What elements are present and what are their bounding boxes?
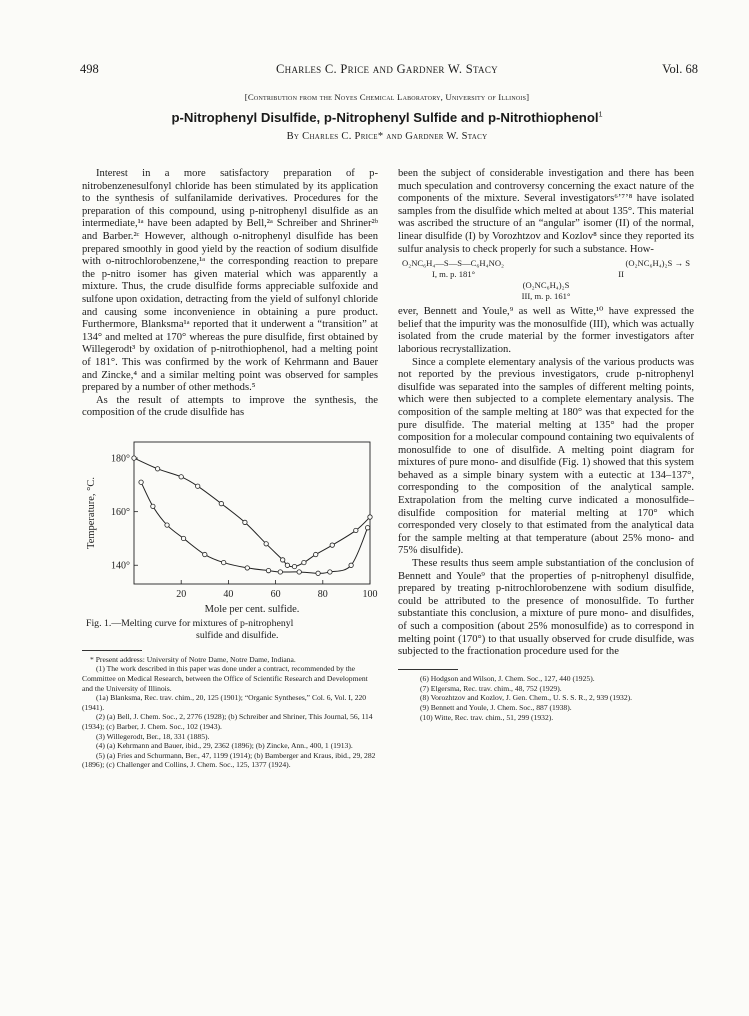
footnote: (8) Vorozhtzov and Kozlov, J. Gen. Chem., U. S. S. R., 2, 939 (1932). (420, 693, 633, 703)
data-point (266, 568, 270, 572)
formula-disulfide: O₂NC₆H₄—S—S—C₆H₄NO₂ (402, 258, 505, 269)
paragraph: Since a complete elementary analysis of the various products was not reported by the previous investigators, crude p-nitrophenyl disulfide was separated into the samples of different melting points, which were then subjected to a complete elementary analysis. The composition of the sample melting at 180° was that expected for the pure disulfide. The material melting at 135° had the proper composition for a molecular compound containing two equivalents of monosulfide to one of disulfide. A melting point diagram for mixtures of pure mono- and disulfide (Fig. 1) showed that this system behaved as a simple binary system with a eutectic at 134–137°, corresponding to the composition of the analytical sample. Extrapolation from the melting curve indicated a monosulfide–disulfide composition for material melting at 170° which corresponded very closely to that estimated from the analytical data for the sample melting at that temperature (about 25% mono- and 75% disulfide). (398, 356, 694, 557)
author-byline: By Charles C. Price* and Gardner W. Stacy (286, 131, 488, 142)
data-point (179, 475, 183, 479)
formula-angular-isomer: (O₂NC₆H₄)₂S → S (625, 258, 690, 269)
footnote: (5) (a) Fries and Schurmann, Ber., 47, 1199 (1914); (b) Bamberger and Kraus, ibid., 29, 282 (1896); (c) Challenger and Collins, J. Chem. Soc., 125, 1377 (1924). (82, 750, 376, 770)
volume-label: Vol. 68 (662, 62, 698, 76)
x-tick-label: 100 (362, 588, 378, 600)
data-point (365, 525, 369, 529)
melting-curve-figure (82, 434, 378, 616)
data-point (181, 536, 185, 540)
y-axis-label: Temperature, °C. (86, 476, 97, 549)
footnote-rule (398, 669, 458, 670)
footnote: (2) (a) Bell, J. Chem. Soc., 2, 2776 (1928); (b) Schreiber and Shriner, This Journal, 56, 114 (1934); (c) Barber, J. Chem. Soc., 102 (1943). (82, 712, 373, 732)
caption-line-2: sulfide and disulfide. (196, 629, 279, 641)
y-tick-label: 180° (111, 453, 130, 465)
contribution-line: [Contribution from the Noyes Chemical Laboratory, University of Illinois] (244, 92, 530, 102)
data-point (349, 563, 353, 567)
data-point (302, 560, 306, 564)
data-point (151, 504, 155, 508)
left-column (82, 168, 378, 770)
structure-formulas (398, 258, 694, 302)
caption-label: Fig. 1.— (86, 617, 122, 629)
plot-frame (134, 442, 370, 584)
data-point (243, 520, 247, 524)
running-header (76, 62, 698, 84)
article-title-text: p-Nitrophenyl Disulfide, p-Nitrophenyl Sulfide and p-Nitrothiophenol (171, 110, 599, 125)
data-point (155, 466, 159, 470)
footnote: (4) (a) Kehrmann and Bauer, ibid., 29, 2362 (1896); (b) Zincke, Ann., 400, 1 (1913). (96, 741, 353, 751)
paragraph: As the result of attempts to improve the synthesis, the composition of the crude disulfide has (82, 394, 378, 419)
footnote: (10) Witte, Rec. trav. chim., 51, 299 (1932). (420, 712, 554, 722)
data-point (219, 501, 223, 505)
data-point (368, 515, 372, 519)
data-point (139, 480, 143, 484)
footnote: (1a) Blanksma, Rec. trav. chim., 20, 125 (1901); “Organic Syntheses,” Col. 6, Vol. I, 220 (1941). (82, 693, 367, 712)
data-point (314, 552, 318, 556)
data-point (264, 541, 268, 545)
y-tick-label: 140° (111, 560, 130, 572)
series-curve (134, 458, 370, 567)
title-footnote-mark: 1 (598, 111, 603, 119)
data-point (330, 543, 334, 547)
data-point (328, 570, 332, 574)
paragraph: been the subject of considerable investigation and there has been much speculation and controversy concerning the exact nature of the components of the mixture. Several investigators⁶ʼ⁷ʼ⁸ have isolated samples from the disulfide which melted at about 135°. This material was ascribed the structure of an “angular” isomer (II) of the normal, linear disulfide (I) by Vorozhtzov and Kozlov⁸ since they reported its sulfur analysis to check properly for such a substance. How- (398, 168, 694, 255)
formula-monosulfide: (O₂NC₆H₄)₂S (522, 280, 570, 291)
data-point (297, 570, 301, 574)
y-tick-label: 160° (111, 507, 130, 519)
x-axis-label: Mole per cent. sulfide. (204, 603, 300, 615)
figure-caption (82, 618, 378, 642)
formula-label-iii: III, m. p. 161° (521, 291, 571, 302)
data-point (221, 560, 225, 564)
data-point (132, 456, 136, 460)
formula-row (398, 258, 694, 269)
footnote: (9) Bennett and Youle, J. Chem. Soc., 887 (1938). (420, 703, 572, 713)
paragraph: ever, Bennett and Youle,⁹ as well as Witte,¹⁰ have expressed the belief that the impurity was the monosulfide (III), which was actually isolated from the crude material by the former investigators after laborious recrystallization. (398, 306, 694, 355)
footnote-rule (82, 650, 142, 651)
footnote: * Present address: University of Notre Dame, Notre Dame, Indiana. (90, 654, 296, 664)
formula-label-row (398, 269, 694, 280)
data-point (354, 528, 358, 532)
data-point (196, 484, 200, 488)
right-column (398, 168, 694, 723)
footnote: (7) Elgersma, Rec. trav. chim., 48, 752 (1929). (420, 683, 562, 693)
series-curve (141, 482, 368, 573)
data-point (203, 552, 207, 556)
data-point (245, 566, 249, 570)
caption-line-1: Melting curve for mixtures of p-nitrophenyl (121, 617, 294, 629)
footnote: (6) Hodgson and Wilson, J. Chem. Soc., 127, 440 (1925). (420, 673, 595, 683)
data-point (316, 571, 320, 575)
data-point (292, 564, 296, 568)
x-tick-label: 60 (270, 588, 281, 600)
melting-curve-chart (82, 434, 378, 616)
x-tick-label: 40 (223, 588, 234, 600)
formula-label-ii: II (618, 269, 624, 280)
running-title: Charles C. Price and Gardner W. Stacy (276, 62, 498, 76)
footnote: (3) Willegerodt, Ber., 18, 331 (1885). (96, 731, 210, 741)
page-number: 498 (80, 62, 99, 76)
x-tick-label: 80 (317, 588, 328, 600)
formula-label-i: I, m. p. 181° (432, 269, 476, 280)
footnote: (1) The work described in this paper was done under a contract, recommended by the Committee on Medical Research, between the Office of Scientific Research and Development and the University of Illinois. (82, 664, 368, 693)
paper-page (76, 62, 698, 770)
data-point (285, 563, 289, 567)
paragraph: These results thus seem ample substantiation of the conclusion of Bennett and Youle⁹ that the properties of p-nitrophenyl disulfide, prepared by treating p-nitrochlorobenzene with sodium disulfide, could be attributed to the presence of monosulfide. To further substantiate this conclusion, a mixture of pure mono- and disulfides, of such a composition (about 25% monosulfide) as to correspond in melting point (170°) to that usually observed for crude disulfide, was subjected to the fractionation procedure used for the (398, 558, 694, 658)
data-point (280, 558, 284, 562)
paragraph: Interest in a more satisfactory preparation of p-nitrobenzenesulfonyl chloride has been stimulated by its application to the synthesis of sulfanilamide derivatives. Procedures for the preparation of this compound, using p-nitrophenyl disulfide as an intermediate,¹ᵃ have been adapted by Bell,²ᵃ Schreiber and Shriner²ᵇ and Barber.²ᶜ However, although o-nitrophenyl disulfide has been prepared smoothly in good yield by the reaction of sodium disulfide with o-nitrochlorobenzene,¹ᵃ the corresponding reaction to prepare the p-nitro isomer has given material which was apparently a mixture. Thus, the crude disulfide forms appreciable sulfoxide and sulfone upon oxidation, detracting from the yield of sulfonyl chloride and causing some inconvenience in obtaining a pure product. Furthermore, Blanksma¹ᵃ reported that it underwent a “transition” at 134° and melted at 170° whereas the pure disulfide, first obtained by Willegerodt³ by oxidation of p-nitrothiophenol, had a melting point of 181°. This was confirmed by the work of Kehrmann and Bauer and Zincke,⁴ and a similar melting point was observed for samples prepared by a number of other methods.⁵ (82, 168, 378, 394)
data-point (165, 523, 169, 527)
data-point (278, 570, 282, 574)
article-title (76, 110, 698, 125)
x-tick-label: 20 (176, 588, 187, 600)
